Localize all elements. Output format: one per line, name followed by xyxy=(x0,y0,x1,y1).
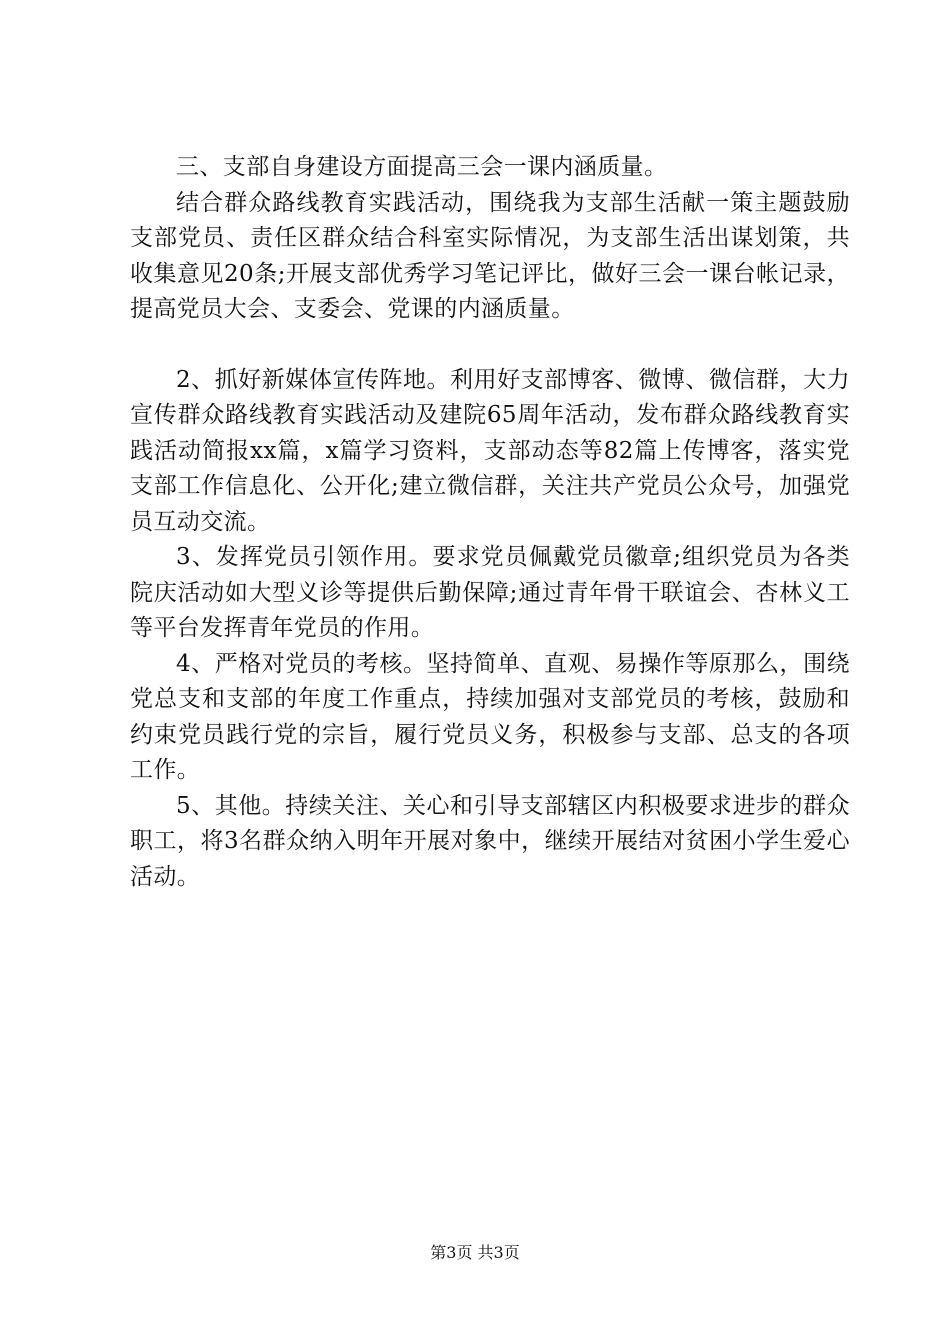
paragraph-meeting-quality: 结合群众路线教育实践活动，围绕我为支部生活献一策主题鼓励支部党员、责任区群众结合科室实际情况，为支部生活出谋划策，共收集意见20条;开展支部优秀学习笔记评比，做好三会一课台帐记录，提高党员大会、支委会、党课的内涵质量。 xyxy=(130,189,850,322)
paragraph-member-assessment: 4、严格对党员的考核。坚持简单、直观、易操作等原那么，围绕党总支和支部的年度工作重点，持续加强对支部党员的考核，鼓励和约束党员践行党的宗旨，履行党员义务，积极参与支部、总支的各项工作。 xyxy=(130,650,850,783)
paragraph-other: 5、其他。持续关注、关心和引导支部辖区内积极要求进步的群众职工，将3名群众纳入明年开展对象中，继续开展结对贫困小学生爱心活动。 xyxy=(130,792,850,890)
paragraph-gap xyxy=(130,328,850,363)
page-number-footer: 第3页 共3页 xyxy=(430,1243,520,1262)
document-body xyxy=(130,150,850,895)
section-heading: 三、支部自身建设方面提高三会一课内涵质量。 xyxy=(176,154,668,180)
paragraph-member-leadership: 3、发挥党员引领作用。要求党员佩戴党员徽章;组织党员为各类院庆活动如大型义诊等提供后勤保障;通过青年骨干联谊会、杏林义工等平台发挥青年党员的作用。 xyxy=(130,544,850,641)
paragraph-new-media: 2、抓好新媒体宣传阵地。利用好支部博客、微博、微信群，大力宣传群众路线教育实践活动及建院65周年活动，发布群众路线教育实践活动简报xx篇，x篇学习资料，支部动态等82篇上传博客，落实党支部工作信息化、公开化;建立微信群，关注共产党员公众号，加强党员互动交流。 xyxy=(130,366,850,535)
